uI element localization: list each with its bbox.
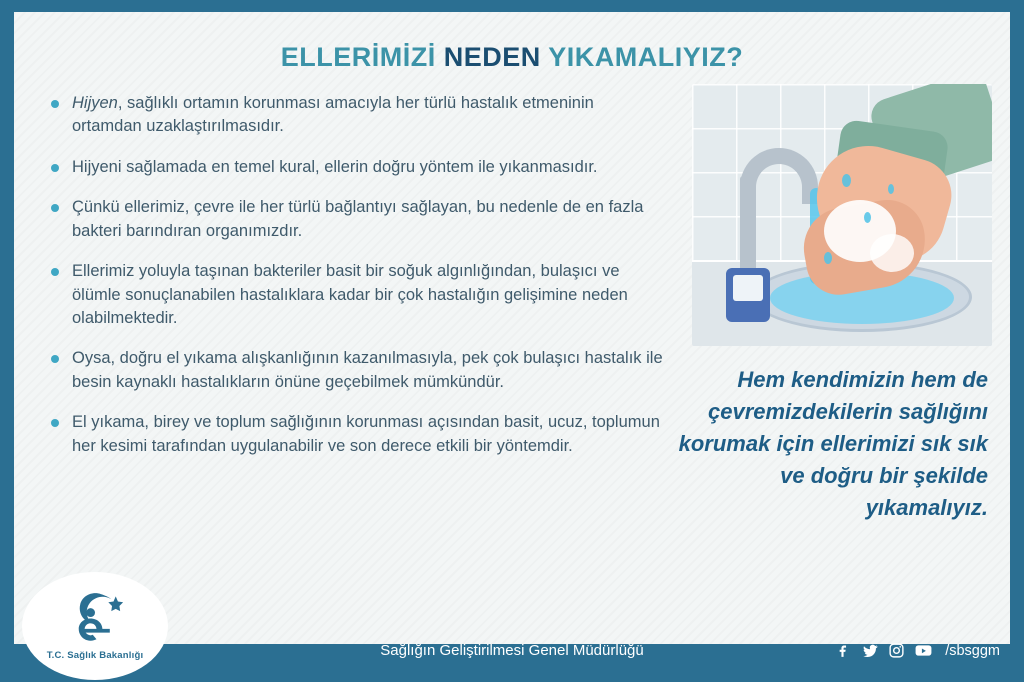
bullet-dot-icon — [51, 164, 59, 172]
title-word-1: ELLERİMİZİ — [280, 42, 436, 72]
list-item-text: Ellerimiz yoluyla taşınan bakteriler basit bir soğuk algınlığından, bulaşıcı ve ölümle sonuçlanabilen hastalıklara kadar bir çok hastalığın gelişimine neden olabilmektedir. — [72, 262, 628, 327]
list-item-lead: Hijyen — [72, 94, 118, 112]
water-drops-icon — [888, 184, 894, 194]
youtube-icon[interactable] — [914, 641, 933, 660]
bullet-dot-icon — [51, 419, 59, 427]
list-item — [48, 156, 668, 179]
instagram-icon[interactable] — [887, 641, 906, 660]
list-item — [48, 260, 668, 330]
bullet-list — [48, 92, 668, 475]
list-item — [48, 411, 668, 458]
facebook-icon[interactable] — [833, 641, 852, 660]
soap-foam-icon — [870, 234, 914, 272]
hand-washing-illustration — [692, 84, 992, 346]
page-title — [14, 42, 1010, 73]
bullet-dot-icon — [51, 100, 59, 108]
water-drops-icon — [842, 174, 851, 187]
twitter-icon[interactable] — [860, 641, 879, 660]
footer-organization: Sağlığın Geliştirilmesi Genel Müdürlüğü — [380, 642, 644, 659]
bullet-dot-icon — [51, 268, 59, 276]
list-item-text: Çünkü ellerimiz, çevre ile her türlü bağlantıyı sağlayan, bu nedenle de en fazla bakteri barındıran organımızdır. — [72, 198, 644, 240]
list-item — [48, 196, 668, 243]
list-item — [48, 347, 668, 394]
water-drops-icon — [864, 212, 871, 223]
bullet-dot-icon — [51, 355, 59, 363]
bullet-dot-icon — [51, 204, 59, 212]
list-item — [48, 92, 668, 139]
poster-body — [14, 12, 1010, 644]
ministry-logo — [22, 572, 168, 680]
crescent-star-figure-icon — [58, 592, 132, 648]
social-links[interactable] — [833, 641, 1000, 660]
title-word-2: NEDEN — [443, 42, 541, 72]
list-item-text: Oysa, doğru el yıkama alışkanlığının kazanılmasıyla, pek çok bulaşıcı hastalık ile besin kaynaklı hastalıkların önüne geçebilmek mümkündür. — [72, 349, 663, 391]
list-item-text: Hijyeni sağlamada en temel kural, ellerin doğru yöntem ile yıkanmasıdır. — [72, 157, 598, 176]
slogan-text: Hem kendimizin hem de çevremizdekilerin sağlığını korumak için ellerimizi sık sık ve doğru bir şekilde yıkamalıyız. — [678, 367, 988, 520]
list-item-text: El yıkama, birey ve toplum sağlığının korunması açısından basit, ucuz, toplumun her kesimi tarafından uygulanabilir ve son derece etkili bir yöntemdir. — [72, 413, 660, 455]
social-handle[interactable]: /sbsggm — [945, 642, 1000, 659]
water-drops-icon — [824, 252, 832, 264]
logo-caption: T.C. Sağlık Bakanlığı — [46, 649, 144, 661]
title-word-3: YIKAMALIYIZ? — [548, 42, 744, 72]
list-item-text: , sağlıklı ortamın korunması amacıyla her türlü hastalık etmeninin ortamdan uzaklaştırılmasıdır. — [72, 94, 594, 136]
soap-dispenser-icon — [726, 268, 770, 322]
